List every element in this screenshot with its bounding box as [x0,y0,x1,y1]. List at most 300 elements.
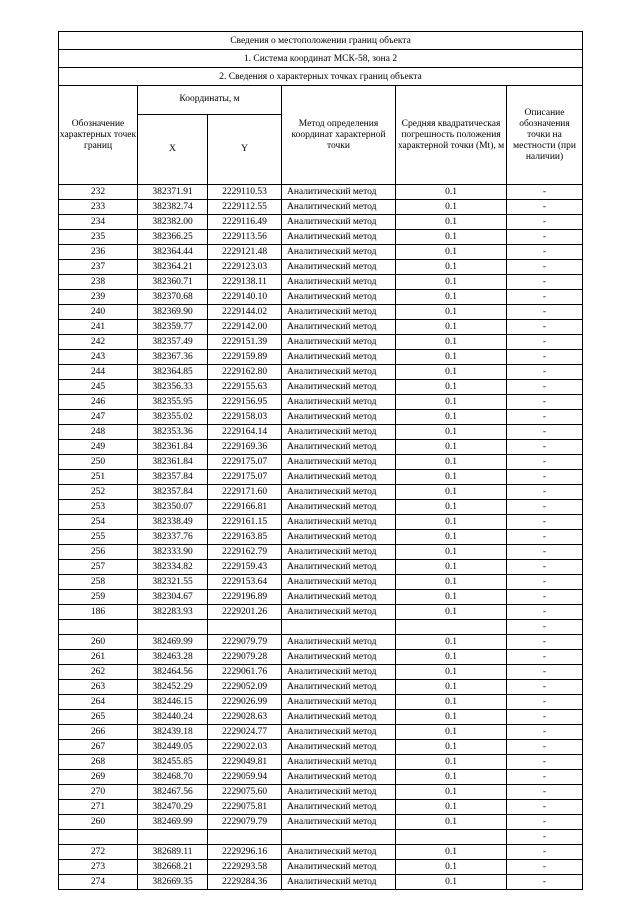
x-coordinate-cell: 382446.15 [138,695,208,710]
description-cell: - [507,455,583,470]
description-cell: - [507,650,583,665]
point-number-cell: 268 [59,755,138,770]
description-cell: - [507,320,583,335]
table-row [59,725,583,740]
method-cell: Аналитический метод [282,575,396,590]
method-cell: Аналитический метод [282,845,396,860]
table-row [59,530,583,545]
point-number-cell: 234 [59,215,138,230]
y-coordinate-cell [208,830,282,845]
description-cell: - [507,830,583,845]
table-row [59,230,583,245]
point-number-cell: 263 [59,680,138,695]
x-coordinate-cell: 382350.07 [138,500,208,515]
accuracy-cell: 0.1 [396,590,507,605]
method-cell: Аналитический метод [282,440,396,455]
description-cell: - [507,500,583,515]
y-coordinate-cell: 2229158.03 [208,410,282,425]
point-number-cell: 274 [59,875,138,890]
y-coordinate-cell: 2229123.03 [208,260,282,275]
x-coordinate-cell: 382359.77 [138,320,208,335]
y-coordinate-cell: 2229075.81 [208,800,282,815]
accuracy-cell: 0.1 [396,305,507,320]
x-coordinate-cell: 382364.21 [138,260,208,275]
x-coordinate-cell: 382353.36 [138,425,208,440]
y-coordinate-cell: 2229166.81 [208,500,282,515]
y-coordinate-cell: 2229196.89 [208,590,282,605]
y-coordinate-cell: 2229175.07 [208,455,282,470]
y-coordinate-cell [208,620,282,635]
table-row [59,365,583,380]
method-cell: Аналитический метод [282,605,396,620]
method-cell: Аналитический метод [282,260,396,275]
accuracy-cell: 0.1 [396,710,507,725]
table-row [59,380,583,395]
method-cell: Аналитический метод [282,815,396,830]
x-coordinate-cell: 382357.49 [138,335,208,350]
y-coordinate-cell: 2229163.85 [208,530,282,545]
accuracy-cell: 0.1 [396,755,507,770]
x-coordinate-cell: 382356.33 [138,380,208,395]
table-row [59,860,583,875]
y-coordinate-cell: 2229113.56 [208,230,282,245]
description-cell: - [507,740,583,755]
table-row [59,695,583,710]
table-row [59,275,583,290]
point-number-cell: 241 [59,320,138,335]
point-number-cell: 270 [59,785,138,800]
accuracy-cell: 0.1 [396,260,507,275]
x-coordinate-cell: 382382.00 [138,215,208,230]
accuracy-cell: 0.1 [396,350,507,365]
table-row [59,680,583,695]
method-cell: Аналитический метод [282,185,396,200]
point-number-cell: 271 [59,800,138,815]
y-coordinate-cell: 2229151.39 [208,335,282,350]
y-coordinate-cell: 2229169.36 [208,440,282,455]
method-cell: Аналитический метод [282,455,396,470]
method-cell: Аналитический метод [282,200,396,215]
table-row [59,410,583,425]
y-coordinate-cell: 2229162.80 [208,365,282,380]
description-cell: - [507,665,583,680]
accuracy-cell: 0.1 [396,335,507,350]
description-cell: - [507,365,583,380]
accuracy-cell: 0.1 [396,665,507,680]
description-cell: - [507,860,583,875]
x-coordinate-cell: 382470.29 [138,800,208,815]
accuracy-cell: 0.1 [396,275,507,290]
table-row [59,605,583,620]
x-coordinate-cell: 382452.29 [138,680,208,695]
x-coordinate-cell: 382364.85 [138,365,208,380]
x-coordinate-cell: 382370.68 [138,290,208,305]
x-coordinate-cell: 382321.55 [138,575,208,590]
accuracy-cell: 0.1 [396,515,507,530]
point-number-cell: 239 [59,290,138,305]
point-number-cell: 240 [59,305,138,320]
point-number-cell: 262 [59,665,138,680]
point-number-cell: 252 [59,485,138,500]
point-number-cell: 257 [59,560,138,575]
y-coordinate-cell: 2229049.81 [208,755,282,770]
x-column-header: X [138,114,208,184]
point-number-cell: 261 [59,650,138,665]
y-coordinate-cell: 2229140.10 [208,290,282,305]
table-row [59,800,583,815]
method-cell: Аналитический метод [282,515,396,530]
description-cell: - [507,425,583,440]
method-cell: Аналитический метод [282,410,396,425]
description-cell: - [507,560,583,575]
description-cell: - [507,620,583,635]
description-cell: - [507,530,583,545]
method-cell: Аналитический метод [282,680,396,695]
description-cell: - [507,590,583,605]
accuracy-cell: 0.1 [396,230,507,245]
table-row [59,665,583,680]
table-row [59,755,583,770]
description-cell: - [507,335,583,350]
method-cell: Аналитический метод [282,590,396,605]
method-cell [282,830,396,845]
accuracy-cell: 0.1 [396,575,507,590]
y-coordinate-cell: 2229112.55 [208,200,282,215]
y-coordinate-cell: 2229110.53 [208,185,282,200]
accuracy-cell: 0.1 [396,875,507,890]
x-coordinate-cell: 382334.82 [138,560,208,575]
method-cell: Аналитический метод [282,875,396,890]
x-coordinate-cell: 382371.91 [138,185,208,200]
method-cell: Аналитический метод [282,800,396,815]
table-row [59,320,583,335]
method-cell: Аналитический метод [282,650,396,665]
accuracy-cell: 0.1 [396,365,507,380]
x-coordinate-cell: 382469.99 [138,635,208,650]
y-coordinate-cell: 2229079.28 [208,650,282,665]
accuracy-cell: 0.1 [396,815,507,830]
y-coordinate-cell: 2229296.16 [208,845,282,860]
x-coordinate-cell: 382689.11 [138,845,208,860]
coord-system-title: 1. Система координат МСК-58, зона 2 [59,50,583,68]
description-cell: - [507,875,583,890]
method-cell: Аналитический метод [282,545,396,560]
point-number-cell: 259 [59,590,138,605]
point-number-cell: 258 [59,575,138,590]
point-number-cell: 243 [59,350,138,365]
method-cell: Аналитический метод [282,755,396,770]
method-cell [282,620,396,635]
accuracy-cell: 0.1 [396,200,507,215]
accuracy-cell: 0.1 [396,440,507,455]
y-column-header: Y [208,114,282,184]
accuracy-cell: 0.1 [396,410,507,425]
section-title: 2. Сведения о характерных точках границ объекта [59,68,583,86]
point-number-cell: 266 [59,725,138,740]
description-cell: - [507,605,583,620]
x-coordinate-cell: 382369.90 [138,305,208,320]
accuracy-cell: 0.1 [396,545,507,560]
point-number-cell: 269 [59,770,138,785]
description-cell: - [507,575,583,590]
x-coordinate-cell: 382361.84 [138,455,208,470]
method-cell: Аналитический метод [282,380,396,395]
method-cell: Аналитический метод [282,425,396,440]
boundary-points-table [58,31,583,890]
accuracy-cell: 0.1 [396,215,507,230]
table-row [59,425,583,440]
accuracy-cell: 0.1 [396,845,507,860]
method-cell: Аналитический метод [282,770,396,785]
y-coordinate-cell: 2229061.76 [208,665,282,680]
method-cell: Аналитический метод [282,695,396,710]
points-table-body [59,185,583,890]
accuracy-cell: 0.1 [396,680,507,695]
table-row [59,650,583,665]
table-row [59,785,583,800]
table-row [59,440,583,455]
description-cell: - [507,485,583,500]
accuracy-cell: 0.1 [396,635,507,650]
description-cell: - [507,515,583,530]
method-cell: Аналитический метод [282,305,396,320]
table-row [59,635,583,650]
x-coordinate-cell: 382440.24 [138,710,208,725]
accuracy-cell: 0.1 [396,650,507,665]
y-coordinate-cell: 2229293.58 [208,860,282,875]
point-number-cell: 254 [59,515,138,530]
accuracy-cell: 0.1 [396,740,507,755]
point-number-cell: 245 [59,380,138,395]
description-cell: - [507,230,583,245]
description-cell: - [507,545,583,560]
description-cell: - [507,290,583,305]
x-coordinate-cell: 382355.02 [138,410,208,425]
table-row [59,560,583,575]
y-coordinate-cell: 2229161.15 [208,515,282,530]
table-row [59,470,583,485]
point-number-cell [59,830,138,845]
point-number-cell: 273 [59,860,138,875]
table-row [59,290,583,305]
x-coordinate-cell: 382360.71 [138,275,208,290]
description-cell: - [507,815,583,830]
point-number-cell: 246 [59,395,138,410]
table-row [59,740,583,755]
point-number-cell: 264 [59,695,138,710]
method-cell: Аналитический метод [282,365,396,380]
accuracy-cell: 0.1 [396,290,507,305]
coords-column-header: Координаты, м [138,86,282,115]
method-cell: Аналитический метод [282,710,396,725]
point-column-header: Обозначение характерных точек границ [59,86,138,185]
table-row [59,185,583,200]
point-number-cell: 232 [59,185,138,200]
description-cell: - [507,800,583,815]
table-row [59,215,583,230]
accuracy-cell: 0.1 [396,695,507,710]
description-cell: - [507,260,583,275]
x-coordinate-cell: 382455.85 [138,755,208,770]
accuracy-cell: 0.1 [396,785,507,800]
point-number-cell: 244 [59,365,138,380]
table-row [59,305,583,320]
table-row [59,575,583,590]
description-cell: - [507,725,583,740]
accuracy-cell: 0.1 [396,770,507,785]
description-cell: - [507,785,583,800]
accuracy-cell: 0.1 [396,320,507,335]
accuracy-cell: 0.1 [396,185,507,200]
accuracy-cell: 0.1 [396,245,507,260]
description-cell: - [507,470,583,485]
point-number-cell [59,620,138,635]
accuracy-cell: 0.1 [396,860,507,875]
accuracy-cell: 0.1 [396,485,507,500]
table-row [59,350,583,365]
x-coordinate-cell: 382467.56 [138,785,208,800]
table-row [59,500,583,515]
x-coordinate-cell: 382357.84 [138,485,208,500]
method-cell: Аналитический метод [282,320,396,335]
y-coordinate-cell: 2229159.43 [208,560,282,575]
accuracy-cell: 0.1 [396,425,507,440]
description-cell: - [507,275,583,290]
table-row [59,770,583,785]
x-coordinate-cell: 382361.84 [138,440,208,455]
point-number-cell: 267 [59,740,138,755]
accuracy-cell: 0.1 [396,560,507,575]
x-coordinate-cell [138,620,208,635]
table-row [59,455,583,470]
y-coordinate-cell: 2229075.60 [208,785,282,800]
x-coordinate-cell: 382355.95 [138,395,208,410]
description-cell: - [507,440,583,455]
point-number-cell: 238 [59,275,138,290]
y-coordinate-cell: 2229155.63 [208,380,282,395]
description-cell: - [507,185,583,200]
x-coordinate-cell: 382333.90 [138,545,208,560]
x-coordinate-cell: 382338.49 [138,515,208,530]
point-number-cell: 260 [59,635,138,650]
accuracy-cell: 0.1 [396,380,507,395]
description-cell: - [507,680,583,695]
table-row [59,620,583,635]
y-coordinate-cell: 2229079.79 [208,815,282,830]
y-coordinate-cell: 2229026.99 [208,695,282,710]
x-coordinate-cell: 382469.99 [138,815,208,830]
document-title: Сведения о местоположении границ объекта [59,32,583,50]
table-row [59,710,583,725]
method-cell: Аналитический метод [282,245,396,260]
y-coordinate-cell: 2229079.79 [208,635,282,650]
table-row [59,245,583,260]
y-coordinate-cell: 2229059.94 [208,770,282,785]
point-number-cell: 242 [59,335,138,350]
point-number-cell: 248 [59,425,138,440]
table-row [59,590,583,605]
point-number-cell: 272 [59,845,138,860]
accuracy-cell: 0.1 [396,530,507,545]
y-coordinate-cell: 2229116.49 [208,215,282,230]
description-cell: - [507,215,583,230]
y-coordinate-cell: 2229156.95 [208,395,282,410]
x-coordinate-cell: 382382.74 [138,200,208,215]
point-number-cell: 186 [59,605,138,620]
method-cell: Аналитический метод [282,290,396,305]
x-coordinate-cell: 382449.05 [138,740,208,755]
y-coordinate-cell: 2229144.02 [208,305,282,320]
method-cell: Аналитический метод [282,500,396,515]
table-row [59,815,583,830]
y-coordinate-cell: 2229028.63 [208,710,282,725]
accuracy-cell: 0.1 [396,470,507,485]
y-coordinate-cell: 2229284.36 [208,875,282,890]
x-coordinate-cell: 382439.18 [138,725,208,740]
description-cell: - [507,380,583,395]
method-cell: Аналитический метод [282,665,396,680]
point-number-cell: 235 [59,230,138,245]
table-row [59,515,583,530]
x-coordinate-cell: 382464.56 [138,665,208,680]
description-cell: - [507,395,583,410]
point-number-cell: 247 [59,410,138,425]
method-cell: Аналитический метод [282,470,396,485]
method-cell: Аналитический метод [282,530,396,545]
method-cell: Аналитический метод [282,725,396,740]
method-cell: Аналитический метод [282,230,396,245]
x-coordinate-cell: 382304.67 [138,590,208,605]
accuracy-cell [396,620,507,635]
x-coordinate-cell: 382668.21 [138,860,208,875]
y-coordinate-cell: 2229138.11 [208,275,282,290]
x-coordinate-cell: 382364.44 [138,245,208,260]
x-coordinate-cell: 382367.36 [138,350,208,365]
table-row [59,845,583,860]
accuracy-cell: 0.1 [396,500,507,515]
description-cell: - [507,635,583,650]
y-coordinate-cell: 2229171.60 [208,485,282,500]
x-coordinate-cell: 382283.93 [138,605,208,620]
description-cell: - [507,305,583,320]
description-cell: - [507,200,583,215]
method-cell: Аналитический метод [282,485,396,500]
method-cell: Аналитический метод [282,860,396,875]
description-cell: - [507,755,583,770]
x-coordinate-cell: 382337.76 [138,530,208,545]
table-row [59,545,583,560]
point-number-cell: 251 [59,470,138,485]
description-cell: - [507,245,583,260]
method-cell: Аналитический метод [282,215,396,230]
accuracy-cell: 0.1 [396,725,507,740]
description-cell: - [507,350,583,365]
table-row [59,875,583,890]
table-row [59,335,583,350]
method-cell: Аналитический метод [282,635,396,650]
point-number-cell: 237 [59,260,138,275]
table-row [59,200,583,215]
y-coordinate-cell: 2229162.79 [208,545,282,560]
accuracy-column-header: Средняя квадратическая погрешность положения характерной точки (Mt), м [396,86,507,185]
method-cell: Аналитический метод [282,785,396,800]
y-coordinate-cell: 2229175.07 [208,470,282,485]
accuracy-cell: 0.1 [396,605,507,620]
method-cell: Аналитический метод [282,335,396,350]
description-cell: - [507,710,583,725]
point-number-cell: 265 [59,710,138,725]
method-cell: Аналитический метод [282,395,396,410]
